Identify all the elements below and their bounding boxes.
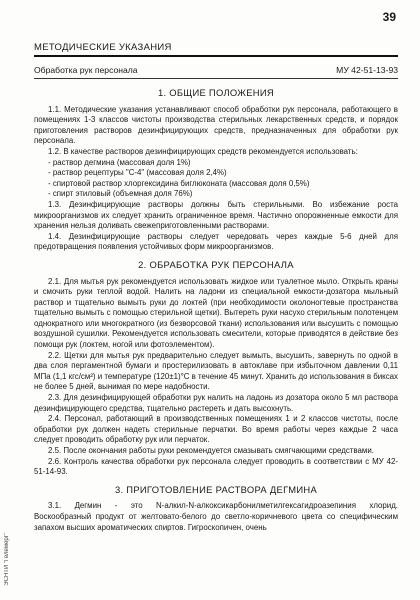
header-rule-bottom: [34, 78, 398, 79]
paragraph: 2.1. Для мытья рук рекомендуется использовать жидкое или туалетное мыло. Открыть краны и смочить руки теплой водой. Налить на ладони из специальной емкости-дозатора мыльный раствор и тщательно вымыть руки до локтей (при необходимости околоногтевые пространства тщательно вымыть с помощью стерильной щетки). Вытереть руки насухо стерильным полотенцем однократного или многократного (из безворсовой ткани) использования или высушить с помощью воздушной сушилки. Рекомендуется использовать смесители, которые приводятся в действие без помощи рук (локтем, ногой или фотоэлементом).: [34, 276, 398, 350]
header-row: [34, 57, 398, 78]
section-title: 1. ОБЩИЕ ПОЛОЖЕНИЯ: [157, 87, 274, 98]
paragraph: 1.1. Методические указания устанавливают способ обработки рук персонала, работающего в помещениях 1-3 классов чистоты производства стерильных лекарственных средств, и порядок приготовления растворов дезинфицирующих средств, предназначенных для обработки рук персонала.: [34, 104, 398, 146]
header-title: Обработка рук персонала: [34, 65, 138, 75]
document-body: [34, 88, 398, 533]
header-code: МУ 42-51-13-93: [336, 65, 398, 75]
section-title: 2. ОБРАБОТКА РУК ПЕРСОНАЛА: [138, 258, 294, 270]
page-number: 39: [382, 10, 396, 24]
list-item: - спиртовой раствор хлоргексидина биглюконата (массовая доля 0,5%): [48, 178, 310, 188]
document-header: [34, 42, 398, 79]
list-item: - спирт этиловый (объемная доля 76%): [48, 189, 193, 199]
section-title: 3. ПРИГОТОВЛЕНИЕ РАСТВОРА ДЕГМИНА: [114, 483, 318, 495]
paragraph: 3.1. Дегмин - это N-алкил-N-алкоксикарбонилметилгексагидроазепиния хлорид. Воскообразный продукт от желтовато-белого до светло-коричневого цвета со специфическим запахом высших ароматических спиртов. Гигроскопичен, очень: [34, 501, 398, 532]
paragraph: 1.2. В качестве растворов дезинфицирующих средств рекомендуется использовать:: [48, 146, 358, 156]
side-stamp: ЭСНТИ "Гелемерг": [4, 533, 10, 586]
paragraph: 2.2. Щетки для мытья рук предварительно следует вымыть, высушить, завернуть по одной в два слоя пергаментной бумаги и простерилизовать в автоклаве при избыточном давлении 0,11 МПа (1,1 кгс/см²) и температуре (120±1)°С в течение 45 минут. Хранить до использования в биксах не более 5 дней, вынимая по мере надобности.: [34, 350, 398, 392]
paragraph: 2.5. После окончания работы руки рекомендуется смазывать смягчающими средствами.: [48, 446, 374, 455]
paragraph: 2.6. Контроль качества обработки рук персонала следует проводить в соответствии с МУ 42-51-14-93.: [34, 456, 398, 477]
header-series: МЕТОДИЧЕСКИЕ УКАЗАНИЯ: [34, 42, 172, 53]
paragraph: 2.4. Персонал, работающий в производственных помещениях 1 и 2 классов чистоты, после обработки рук должен надеть стерильные перчатки. Во время работы через каждые 2 часа следует проводить обработку рук или перчаток.: [34, 414, 398, 445]
disinfectant-list: [34, 158, 398, 200]
list-item: - раствор дегмина (массовая доля 1%): [48, 157, 191, 167]
paragraph: 2.3. Для дезинфицирующей обработки рук налить на ладонь из дозатора около 5 мл раствора дезинфицирующего средства, тщательно растереть и дать высохнуть.: [34, 393, 398, 413]
paragraph: 1.3. Дезинфицирующие растворы должны быть стерильными. Во избежание роста микроорганизмов их следует хранить ограниченное время. Частично опорожненные емкости для хранения нельзя доливать свежеприготовленными растворами.: [34, 199, 398, 231]
list-item: - раствор рецептуры "С-4" (массовая доля 2,4%): [48, 168, 227, 178]
paragraph: 1.4. Дезинфицирующие растворы следует чередовать через каждые 5-6 дней для предотвращения появления устойчивых форм микроорганизмов.: [34, 231, 398, 252]
